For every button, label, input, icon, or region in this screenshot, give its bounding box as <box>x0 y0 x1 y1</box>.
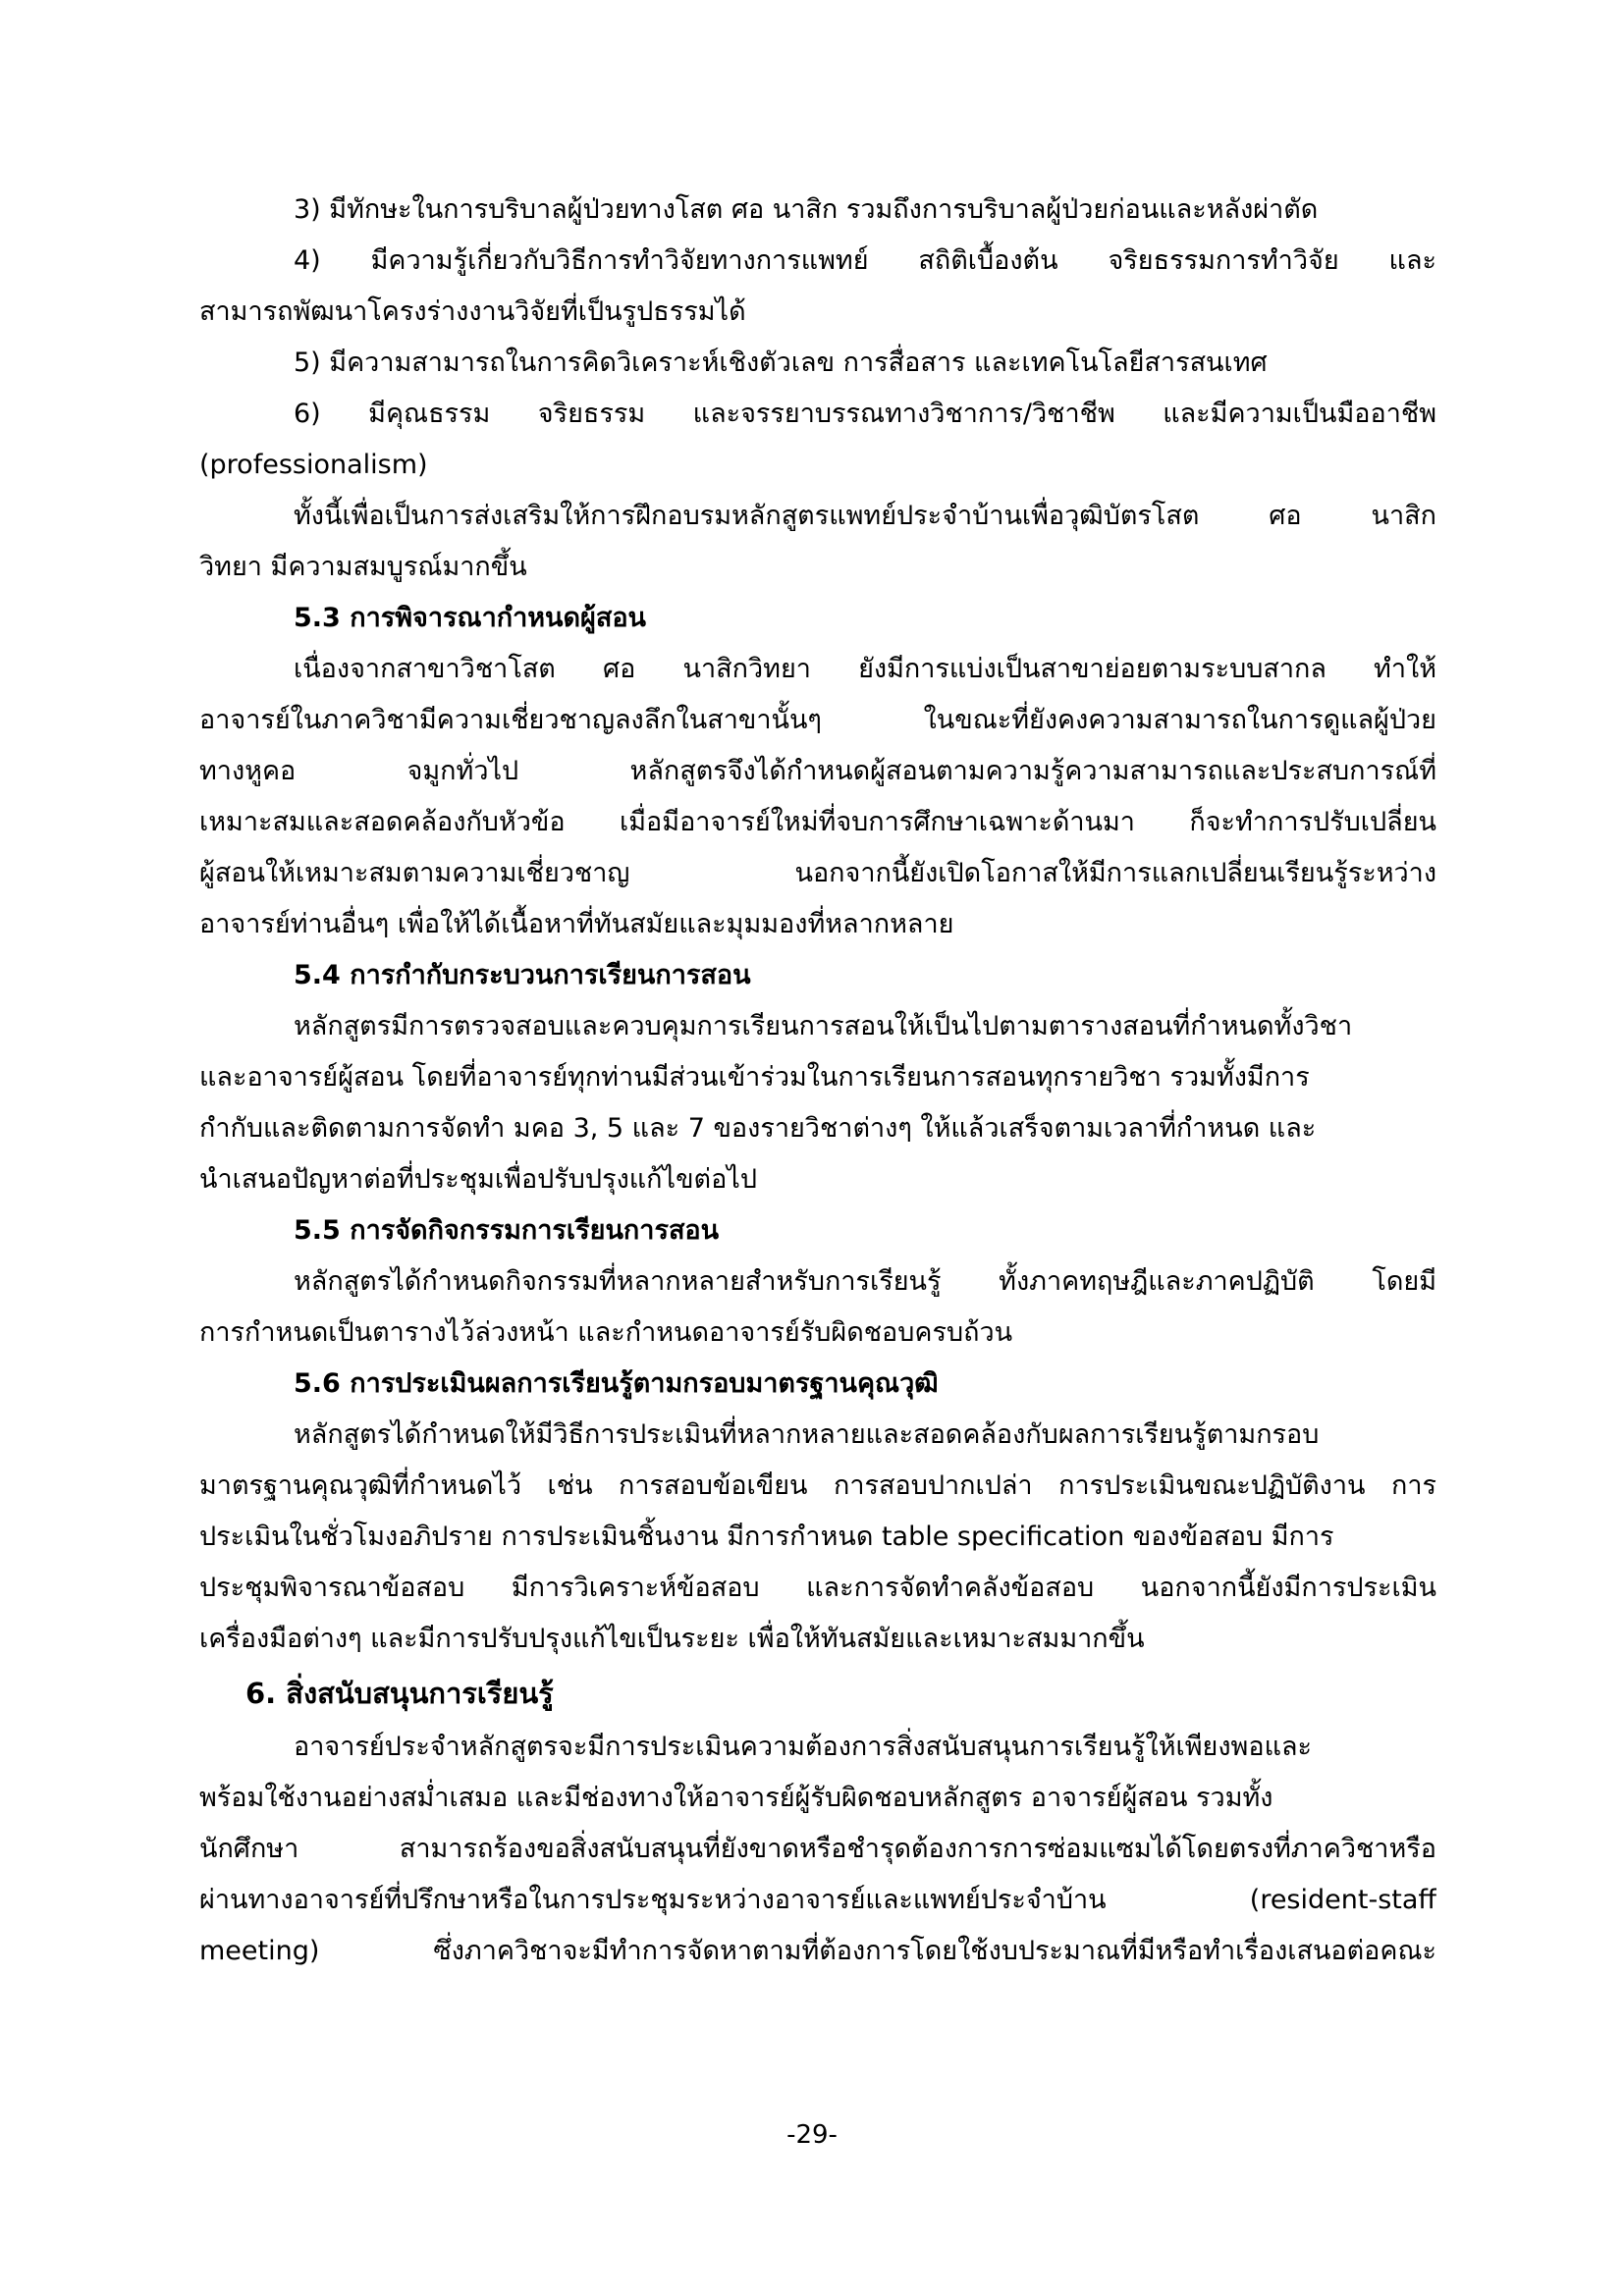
text-line: และอาจารย์ผู้สอน โดยที่อาจารย์ทุกท่านมีส่วนเข้าร่วมในการเรียนการสอนทุกรายวิชา รวมทั้งมีการ <box>199 1062 1310 1093</box>
text-line: 6) มีคุณธรรม จริยธรรม และจรรยาบรรณทางวิชาการ/วิชาชีพ และมีความเป็นมืออาชีพ <box>294 399 1436 429</box>
subsection-heading: 5.3 การพิจารณากำหนดผู้สอน <box>294 603 647 633</box>
subsection-heading: 5.6 การประเมินผลการเรียนรู้ตามกรอบมาตรฐานคุณวุฒิ <box>294 1368 939 1399</box>
text-line: ผู้สอนให้เหมาะสมตามความเชี่ยวชาญ นอกจากนี้ยังเปิดโอกาสให้มีการแลกเปลี่ยนเรียนรู้ระหว่าง <box>199 858 1436 888</box>
text-line: 5) มีความสามารถในการคิดวิเคราะห์เชิงตัวเลข การสื่อสาร และเทคโนโลยีสารสนเทศ <box>294 347 1268 378</box>
text-line: (professionalism) <box>199 450 428 480</box>
text-line: นำเสนอปัญหาต่อที่ประชุมเพื่อปรับปรุงแก้ไขต่อไป <box>199 1164 758 1195</box>
document-body <box>199 185 1436 1977</box>
text-line: สามารถพัฒนาโครงร่างงานวิจัยที่เป็นรูปธรรมได้ <box>199 296 746 327</box>
text-line: นักศึกษา สามารถร้องขอสิ่งสนับสนุนที่ยังขาดหรือชำรุดต้องการการซ่อมแซมได้โดยตรงที่ภาควิชาหรือ <box>199 1834 1436 1864</box>
text-line: เนื่องจากสาขาวิชาโสต ศอ นาสิกวิทยา ยังมีการแบ่งเป็นสาขาย่อยตามระบบสากล ทำให้ <box>294 654 1436 684</box>
text-line: 3) มีทักษะในการบริบาลผู้ป่วยทางโสต ศอ นาสิก รวมถึงการบริบาลผู้ป่วยก่อนและหลังผ่าตัด <box>294 194 1319 225</box>
text-line: กำกับและติดตามการจัดทำ มคอ 3, 5 และ 7 ของรายวิชาต่างๆ ให้แล้วเสร็จตามเวลาที่กำหนด และ <box>199 1113 1317 1144</box>
text-line: ทั้งนี้เพื่อเป็นการส่งเสริมให้การฝึกอบรมหลักสูตรแพทย์ประจำบ้านเพื่อวุฒิบัตรโสต ศอ นาสิก <box>294 501 1436 531</box>
text-line: วิทยา มีความสมบูรณ์มากขึ้น <box>199 552 527 582</box>
text-line: หลักสูตรได้กำหนดให้มีวิธีการประเมินที่หลากหลายและสอดคล้องกับผลการเรียนรู้ตามกรอบ <box>294 1419 1320 1450</box>
text-line: หลักสูตรมีการตรวจสอบและควบคุมการเรียนการสอนให้เป็นไปตามตารางสอนที่กำหนดทั้งวิชา <box>294 1011 1353 1041</box>
text-line: ผ่านทางอาจารย์ที่ปรึกษาหรือในการประชุมระหว่างอาจารย์และแพทย์ประจำบ้าน (resident-staff <box>199 1885 1436 1915</box>
text-line: เครื่องมือต่างๆ และมีการปรับปรุงแก้ไขเป็นระยะ เพื่อให้ทันสมัยและเหมาะสมมากขึ้น <box>199 1624 1145 1654</box>
text-line: อาจารย์ในภาควิชามีความเชี่ยวชาญลงลึกในสาขานั้นๆ ในขณะที่ยังคงความสามารถในการดูแลผู้ป่วย <box>199 705 1436 735</box>
section-heading: 6. สิ่งสนับสนุนการเรียนรู้ <box>245 1677 554 1710</box>
text-line: 4) มีความรู้เกี่ยวกับวิธีการทำวิจัยทางการแพทย์ สถิติเบื้องต้น จริยธรรมการทำวิจัย และ <box>294 245 1436 276</box>
text-line: หลักสูตรได้กำหนดกิจกรรมที่หลากหลายสำหรับการเรียนรู้ ทั้งภาคทฤษฎีและภาคปฏิบัติ โดยมี <box>294 1266 1436 1297</box>
subsection-heading: 5.4 การกำกับกระบวนการเรียนการสอน <box>294 960 751 990</box>
text-line: ประชุมพิจารณาข้อสอบ มีการวิเคราะห์ข้อสอบ และการจัดทำคลังข้อสอบ นอกจากนี้ยังมีการประเมิน <box>199 1573 1436 1603</box>
text-line: การกำหนดเป็นตารางไว้ล่วงหน้า และกำหนดอาจารย์รับผิดชอบครบถ้วน <box>199 1317 1013 1348</box>
text-line: เหมาะสมและสอดคล้องกับหัวข้อ เมื่อมีอาจารย์ใหม่ที่จบการศึกษาเฉพาะด้านมา ก็จะทำการปรับเปลี่ยน <box>199 807 1436 837</box>
text-line: มาตรฐานคุณวุฒิที่กำหนดไว้ เช่น การสอบข้อเขียน การสอบปากเปล่า การประเมินขณะปฏิบัติงาน การ <box>199 1470 1436 1501</box>
subsection-heading: 5.5 การจัดกิจกรรมการเรียนการสอน <box>294 1215 720 1246</box>
text-line: ประเมินในชั่วโมงอภิปราย การประเมินชิ้นงาน มีการกำหนด table specification ของข้อสอบ มีการ <box>199 1522 1334 1552</box>
page-number: -29- <box>786 2120 838 2150</box>
text-line: ทางหูคอ จมูกทั่วไป หลักสูตรจึงได้กำหนดผู้สอนตามความรู้ความสามารถและประสบการณ์ที่ <box>199 756 1436 786</box>
text-line: อาจารย์ประจำหลักสูตรจะมีการประเมินความต้องการสิ่งสนับสนุนการเรียนรู้ให้เพียงพอและ <box>294 1732 1313 1762</box>
text-line: meeting) ซึ่งภาควิชาจะมีทำการจัดหาตามที่ต้องการโดยใช้งบประมาณที่มีหรือทำเรื่องเสนอต่อคณะ <box>199 1936 1436 1966</box>
text-line: อาจารย์ท่านอื่นๆ เพื่อให้ได้เนื้อหาที่ทันสมัยและมุมมองที่หลากหลาย <box>199 909 954 939</box>
text-line: พร้อมใช้งานอย่างสม่ำเสมอ และมีช่องทางให้อาจารย์ผู้รับผิดชอบหลักสูตร อาจารย์ผู้สอน รวมทั้ง <box>199 1783 1273 1813</box>
